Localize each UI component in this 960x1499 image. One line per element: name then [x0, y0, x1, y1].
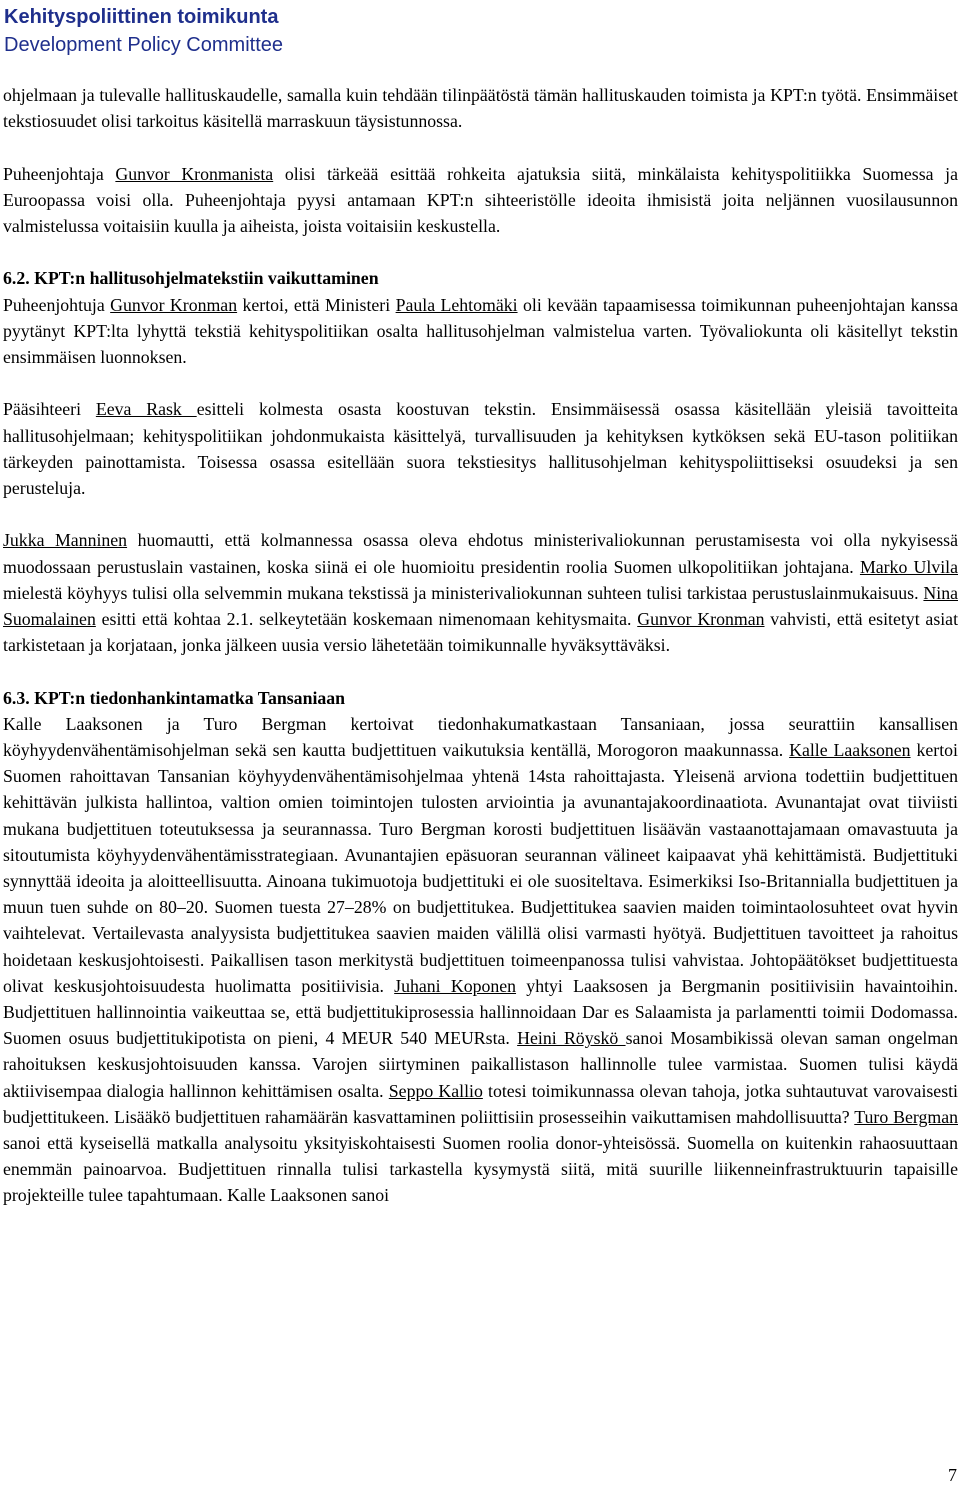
paragraph-1: ohjelmaan ja tulevalle hallituskaudelle, samalla kuin tehdään tilinpäätöstä tämän hallituskauden toimista ja KPT:n työtä. Ensimmäiset tekstiosuudet olisi tarkoitus käsitellä marraskuun täysistunnossa. — [3, 85, 958, 132]
page-number: 7 — [948, 1465, 957, 1485]
person-name: Juhani Koponen — [394, 975, 517, 996]
document-header — [4, 3, 283, 59]
person-name: Nina Suomalainen — [3, 582, 958, 629]
person-name: Gunvor Kronman — [110, 294, 238, 315]
person-name: Eeva Rask — [95, 399, 197, 420]
paragraph-5: Jukka Manninen huomautti, että kolmannessa osassa oleva ehdotus ministerivaliokunnan perustamisesta voi olla nykyisessä muodossaan perustuslain vastainen, koska siinä ei ole huomioitu presidentin roolia Suomen ulkopolitiikan johtajana. Marko Ulvila mielestä köyhyys tulisi olla selvemmin mukana tekstissä ja ministerivaliokunnan suhteen tulisi tarkistaa perustuslainmukaisuus. Nina Suomalainen esitti että kohtaa 2.1. selkeytetään koskemaan nimenomaan kehitysmaita. Gunvor Kronman vahvisti, että esitetyt asiat tarkistetaan ja korjataan, jonka jälkeen uusia versio lähetetään toimikunnalle hyväksyttäväksi. — [3, 530, 959, 656]
person-name: Gunvor Kronman — [637, 609, 765, 629]
person-name: Seppo Kallio — [388, 1080, 483, 1101]
header-title-en: Development Policy Committee — [4, 34, 283, 56]
paragraph-6-3: Kalle Laaksonen ja Turo Bergman kertoivat tiedonhakumatkastaan Tansaniaan, jossa seurattiin kansallisen köyhyydenvähentämisohjelman sekä sen kautta budjettituen vaikutuksia kentällä, Morogoron maakunnassa. Kalle Laaksonen kertoi Suomen rahoittavan Tansanian köyhyydenvähentämisohjelmaa yhtenä 14sta rahoittajasta. Yleisenä arviona todettiin budjettituen kehittävän julkista hallintoa, valtion omien toimintojen tulosten arviointia ja avunantajakoordinaatiota. Avunantajat ovat tiiviisti mukana budjettituen toteutuksessa ja seurannassa. Turo Bergman korosti budjettituen lisäävän vastaanottajamaan omavastuuta ja sitoutumista köyhyydenvähentämisstrategiaan. Avunantajien epäsuoran seurannan välineet kaipaavat yhä kehittämistä. Budjettituki synnyttää ideoita ja aloitteellisuutta. Ainoana tukimuotoja budjettituki ei ole suositeltava. Esimerkiksi Iso-Britannialla budjettituen ja muun tuen suhde on 80–20. Suomen tuesta 27–28% on budjettitukea. Budjettitukea saavien maiden toimintaolosuhteet ovat hyvin vaihtelevat. Vertailevasta analyysista budjettitukea saavien maiden välillä olisi varmasti hyötyä. Budjettituen tavoitteet ja rahoitus hoidetaan keskusjohtoisesti. Paikallisen tason merkitystä budjettituen toimeenpanossa tulisi vahvistaa. Johtopäätökset budjettituesta olivat keskusjohtoisuudesta huolimatta positiivisia. Juhani Koponen yhtyi Laaksosen ja Bergmanin positiivisiin havaintoihin. Budjettituen hallinnointia vaikeuttaa se, että budjettitukiprosessia hallinnoidaan Dar es Salaamista ja parlamentti toimii Dodomassa. Suomen osuus budjettitukipotista on pieni, 4 MEUR 540 MEURsta. Heini Röyskö sanoi Mosambikissä olevan saman ongelman rahoituksen keskusjohtoisuuden kanssa. Varojen siirtyminen paikallistason hallinnolle tulee varmistaa. Suomen tulisi käydä aktiivisempaa dialogia hallinnon kehittämisen osalta. Seppo Kallio totesi toimikunnassa olevan tahoja, jotka suhtautuvat varovaisesti budjettitukeen. Lisääkö budjettituen rahamäärän kasvattaminen poliittisiin prosesseihin vaikuttamisen mahdollisuutta? Turo Bergman sanoi että kyseisellä matkalla analysoitu yksityiskohtaisesti Suomen roolia donor-yhteisössä. Suomella on kuitenkin rahaosuuttaan enemmän painoarvoa. Budjettituen rinnalla tulisi tarkastella kysymystä siitä, mitä suurille liikenneinfrastruktuurin tapaisille projekteille tulee tapahtumaan. Kalle Laaksonen sanoi — [3, 713, 959, 1206]
section-heading-6-3: 6.3. KPT:n tiedonhankintamatka Tansaniaan — [3, 687, 346, 708]
paragraph-2: Puheenjohtaja Gunvor Kronmanista olisi tärkeää esittää rohkeita ajatuksia siitä, minkälaista kehityspolitiikka Suomessa ja Euroopassa voisi olla. Puheenjohtaja pyysi antamaan KPT:n sihteeristölle ideoita ihmisistä joita neljännen vuosilausunnon valmistelussa voitaisiin kuulla ja aiheista, joista voitaisiin keskustella. — [3, 163, 958, 236]
header-title-fi: Kehityspoliittinen toimikunta — [4, 6, 279, 28]
section-heading-6-2: 6.2. KPT:n hallitusohjelmatekstiin vaikuttaminen — [3, 268, 379, 289]
paragraph-6-2: Puheenjohtuja Gunvor Kronman kertoi, että Ministeri Paula Lehtomäki oli kevään tapaamisessa toimikunnan puheenjohtajan kanssa pyytänyt KPT:lta lyhyttä tekstiä kehityspolitiikan osalta hallitusohjelman valmistelua varten. Työvaliokunta oli käsitellyt tekstin ensimmäisen luonnoksen. — [3, 294, 958, 367]
person-name: Gunvor Kronmanista — [115, 163, 274, 184]
person-name: Marko Ulvila — [859, 556, 958, 577]
person-name: Turo Bergman — [854, 1106, 958, 1127]
document-body — [3, 82, 958, 1209]
paragraph-4: Pääsihteeri Eeva Rask esitteli kolmesta osasta koostuvan tekstin. Ensimmäisessä osassa käsitellään yleisiä tavoitteita hallitusohjelmaan; kehityspolitiikan johdonmukaista käsittelyä, turvallisuuden ja kehityksen kytköksen sekä EU-tason politiikan tärkeyden painottamista. Toisessa osassa esitellään suora tekstiesitys hallitusohjelman kehityspoliittiseksi osuudeksi ja sen perusteluja. — [3, 399, 958, 498]
person-name: Paula Lehtomäki — [395, 294, 518, 315]
person-name: Heini Röyskö — [517, 1028, 626, 1049]
person-name: Kalle Laaksonen — [789, 740, 911, 760]
person-name: Jukka Manninen — [3, 530, 128, 551]
